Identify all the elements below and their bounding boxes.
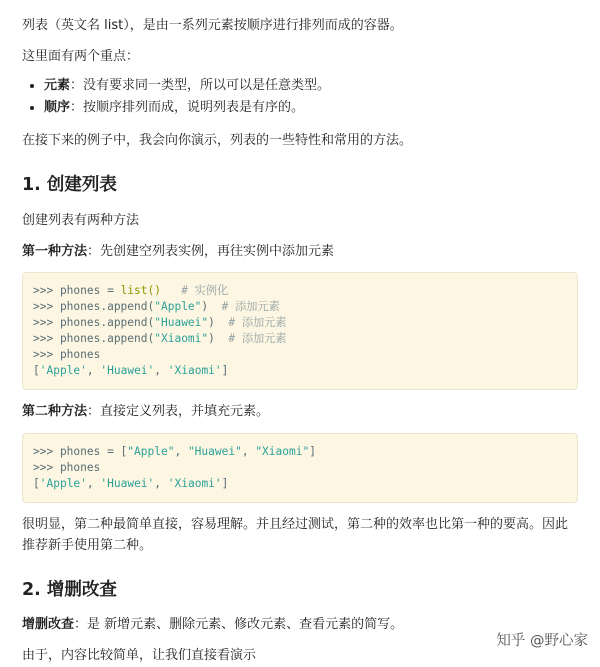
- method2-text: ：直接定义列表，并填充元素。: [87, 404, 270, 420]
- list-item-text: 按顺序排列而成，说明列表是有序的。: [83, 100, 305, 116]
- list-item: [44, 98, 578, 119]
- code-line: >>> phones.append("Apple") # 添加元素: [33, 300, 280, 314]
- follow-paragraph: 由于，内容比较简单，让我们直接看演示: [22, 648, 257, 664]
- method2-title: [22, 402, 578, 423]
- crud-definition: [22, 615, 578, 636]
- method1-label: 第一种方法: [22, 243, 88, 259]
- term-element: 元素: [44, 77, 71, 93]
- focus-title: 这里面有两个重点：: [22, 48, 140, 64]
- zhihu-watermark: [496, 629, 588, 650]
- lead-paragraph: 在接下来的例子中，我会向你演示，列表的一些特性和常用的方法。: [22, 133, 413, 149]
- code-line: >>> phones.append("Huawei") # 添加元素: [33, 316, 287, 330]
- method1-text: ：先创建空列表实例，再往实例中添加元素: [87, 243, 335, 259]
- term-order: 顺序: [44, 100, 71, 116]
- crud-text: ：是 新增元素、删除元素、修改元素、查看元素的简写。: [74, 617, 404, 633]
- list-item: [44, 76, 578, 97]
- code-block-2: [22, 433, 578, 503]
- code-line: >>> phones: [33, 461, 101, 475]
- conclusion-paragraph: 很明显，第二种最简单直接，容易理解。并且经过测试，第二种的效率也比第一种的要高。因此推荐新手使用第二种。: [22, 517, 569, 553]
- code-line: >>> phones.append("Xiaomi") # 添加元素: [33, 332, 287, 346]
- separator: ：: [70, 100, 84, 116]
- list-item-text: 没有要求同一类型，所以可以是任意类型。: [83, 77, 331, 93]
- code-line: ['Apple', 'Huawei', 'Xiaomi']: [33, 477, 229, 491]
- code-line: ['Apple', 'Huawei', 'Xiaomi']: [33, 364, 229, 378]
- section2-heading: 2. 增删改查: [22, 579, 117, 600]
- intro-paragraph: 列表（英文名 list），是由一系列元素按顺序进行排列而成的容器。: [22, 18, 403, 33]
- key-points-list: [22, 76, 578, 120]
- separator: ：: [70, 77, 84, 93]
- crud-label: 增删改查: [22, 617, 75, 633]
- code-line: >>> phones: [33, 348, 101, 362]
- methods-intro: 创建列表有两种方法: [22, 212, 140, 228]
- code-line: >>> phones = list() # 实例化: [33, 284, 229, 298]
- section1-heading: 1. 创建列表: [22, 174, 117, 195]
- code-block-1: [22, 272, 578, 390]
- method2-label: 第二种方法: [22, 404, 88, 420]
- watermark-text: 知乎 @野心家: [496, 633, 588, 649]
- method1-title: [22, 242, 578, 263]
- code-line: >>> phones = ["Apple", "Huawei", "Xiaomi"]: [33, 445, 316, 459]
